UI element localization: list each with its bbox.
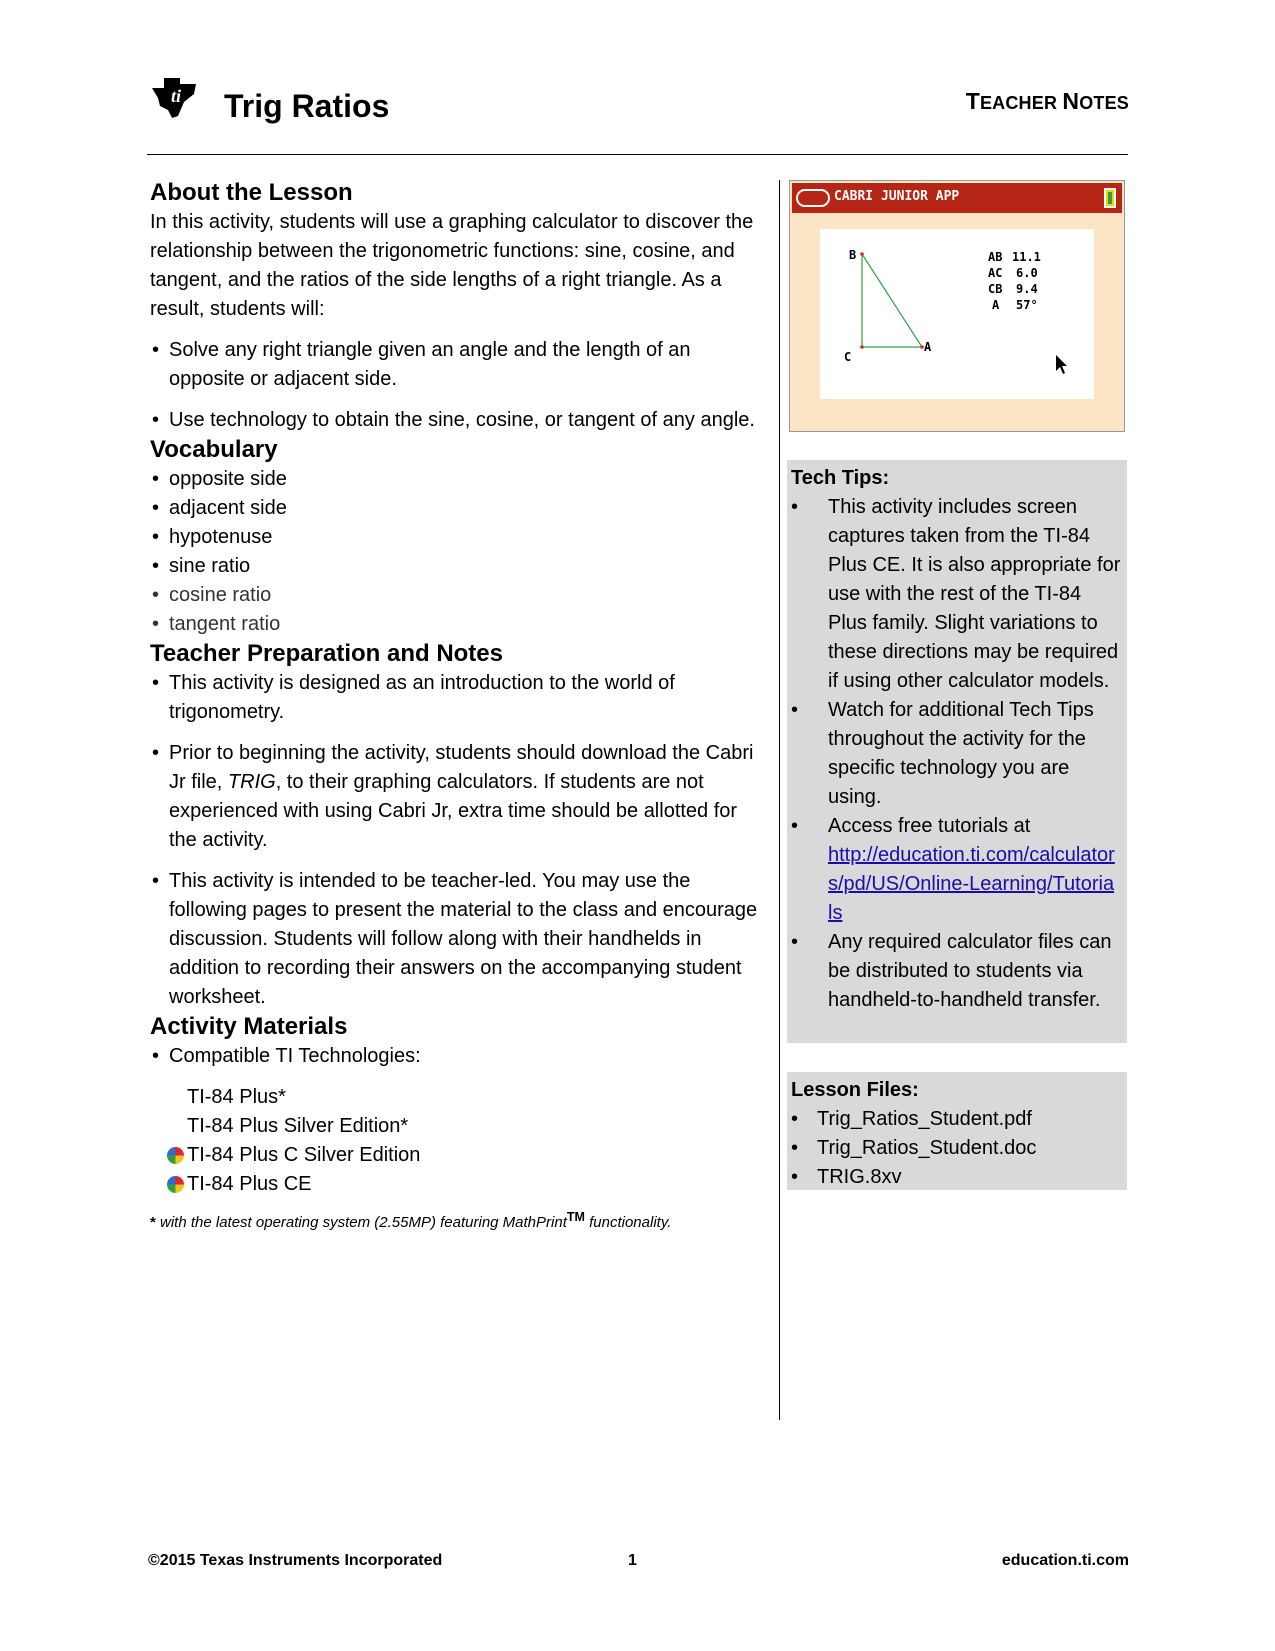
- measure-value: 9.4: [1016, 282, 1038, 296]
- mathprint-footnote: * with the latest operating system (2.55MP) featuring MathPrint™ functionality.: [150, 1210, 672, 1231]
- cursor-arrow-icon: [1056, 355, 1067, 374]
- about-intro: In this activity, students will use a graphing calculator to discover the relationship between the trigonometric functions: sine, cosine, and tangent, and the ratios of the side lengths of a right triangle. As a result, students will:: [150, 211, 754, 320]
- teacher-prep-list: [150, 669, 760, 1012]
- lesson-files-title: Lesson Files:: [791, 1079, 919, 1101]
- color-calculator-icon: [167, 1176, 184, 1193]
- tip-item: • This activity includes screen captures taken from the TI-84 Plus CE. It is also appropriate for use with the rest of the TI-84 Plus family. Slight variations to these directions may be required if using other calculator models.: [791, 496, 1121, 692]
- footer-page-number: 1: [628, 1552, 637, 1569]
- header-divider: [147, 154, 1128, 155]
- tech-tips-box: [787, 460, 1127, 1043]
- technology-item: TI-84 Plus C Silver Edition: [187, 1141, 760, 1170]
- lesson-file-item: • TRIG.8xv: [791, 1166, 902, 1188]
- list-item: • This activity is intended to be teacher-led. You may use the following pages to present the material to the class and encourage discussion. Students will follow along with their handhelds in addition to recording their answers on the accompanying student worksheet.: [150, 867, 760, 1012]
- svg-text:ti: ti: [171, 86, 182, 106]
- list-item: • This activity is designed as an introduction to the world of trigonometry.: [150, 669, 760, 727]
- list-item: • Prior to beginning the activity, students should download the Cabri Jr file, TRIG, to their graphing calculators. If students are not experienced with using Cabri Jr, extra time should be allotted for the activity.: [150, 739, 760, 855]
- vertex-a-label: A: [924, 340, 932, 354]
- measure-label: CB: [988, 282, 1003, 296]
- vertex-b-point: [860, 252, 864, 256]
- column-divider: [779, 180, 780, 1420]
- app-title-bar: [792, 183, 1122, 213]
- vertex-c-point: [860, 345, 864, 349]
- battery-icon: [1104, 188, 1116, 208]
- technology-list: [150, 1083, 760, 1199]
- vocabulary-heading: Vocabulary: [150, 436, 278, 463]
- tip-item: • Any required calculator files can be distributed to students via handheld-to-handheld transfer.: [791, 931, 1112, 1011]
- list-item: • hypotenuse: [150, 523, 760, 552]
- about-heading: About the Lesson: [150, 179, 353, 206]
- footer-copyright: ©2015 Texas Instruments Incorporated: [148, 1552, 443, 1569]
- calculator-screenshot: [789, 180, 1125, 432]
- lesson-files-box: [787, 1072, 1127, 1190]
- vertex-b-label: B: [849, 248, 857, 262]
- measure-label: AC: [988, 266, 1003, 280]
- measure-value: 57°: [1016, 298, 1038, 312]
- triangle-drawing: [820, 229, 1094, 399]
- tip-item: • Access free tutorials at http://education.ti.com/calculators/pd/US/Online-Learning/Tutorials: [791, 815, 1115, 924]
- footer-website: education.ti.com: [1001, 1552, 1129, 1569]
- measure-label: A: [992, 298, 1000, 312]
- list-item: • opposite side: [150, 465, 760, 494]
- tech-tips-title: Tech Tips:: [791, 467, 890, 489]
- left-column: [150, 178, 760, 1237]
- cabri-canvas: [820, 229, 1094, 399]
- measure-value: 11.1: [1012, 250, 1041, 264]
- cabri-app-icon: [796, 189, 830, 207]
- list-item: • Solve any right triangle given an angle and the length of an opposite or adjacent side.: [150, 336, 760, 394]
- teacher-prep-heading: Teacher Preparation and Notes: [150, 640, 503, 667]
- lesson-file-item: • Trig_Ratios_Student.doc: [791, 1137, 1037, 1159]
- tip-item: • Watch for additional Tech Tips throughout the activity for the specific technology you are using.: [791, 699, 1094, 808]
- lesson-file-item: • Trig_Ratios_Student.pdf: [791, 1108, 1032, 1130]
- list-item: • tangent ratio: [150, 610, 760, 639]
- materials-list: [150, 1042, 760, 1071]
- list-item: • cosine ratio: [150, 581, 760, 610]
- about-bullets: [150, 336, 760, 435]
- vertex-c-label: C: [844, 350, 852, 364]
- app-title: CABRI JUNIOR APP: [834, 189, 960, 204]
- triangle-shape: [862, 254, 922, 347]
- document-title: Trig Ratios: [224, 88, 390, 124]
- teacher-notes-label: TEACHER NOTES: [965, 88, 1129, 114]
- texas-instruments-logo-icon: [150, 76, 200, 122]
- technology-item: TI-84 Plus*: [187, 1086, 286, 1108]
- measure-value: 6.0: [1016, 266, 1038, 280]
- list-item: • Use technology to obtain the sine, cosine, or tangent of any angle.: [150, 406, 760, 435]
- list-item: • sine ratio: [150, 552, 760, 581]
- list-item: • adjacent side: [150, 494, 760, 523]
- tutorials-link[interactable]: http://education.ti.com/calculators/pd/US/Online-Learning/Tutorials: [828, 844, 1115, 924]
- color-calculator-icon: [167, 1147, 184, 1164]
- measure-label: AB: [988, 250, 1003, 264]
- technology-item: TI-84 Plus Silver Edition*: [187, 1115, 409, 1137]
- activity-materials-heading: Activity Materials: [150, 1013, 348, 1040]
- technology-item: TI-84 Plus CE: [187, 1170, 760, 1199]
- list-item: • Compatible TI Technologies:: [150, 1042, 760, 1071]
- vocabulary-list: [150, 465, 760, 639]
